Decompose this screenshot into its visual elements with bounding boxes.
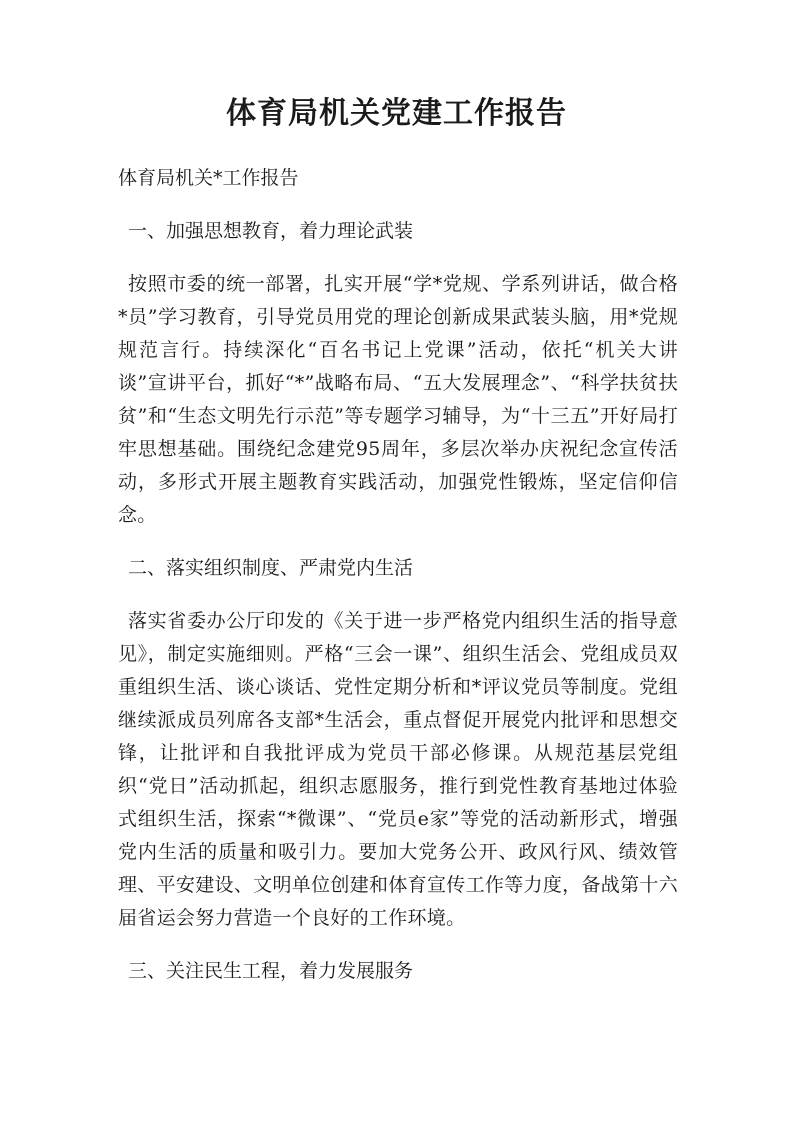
document-title: 体育局机关党建工作报告: [226, 96, 567, 131]
section-heading-3: 三、关注民生工程，着力发展服务: [128, 960, 414, 982]
document-body: [118, 162, 678, 1008]
document-subtitle: 体育局机关*工作报告: [118, 167, 299, 189]
section-heading-2: 二、落实组织制度、严肃党内生活: [128, 557, 414, 579]
section-heading-1: 一、加强思想教育，着力理论武装: [128, 220, 414, 242]
section-paragraph-2: 落实省委办公厅印发的《关于进一步严格党内组织生活的指导意见》，制定实施细则。严格“三会一课”、组织生活会、党组成员双重组织生活、谈心谈话、党性定期分析和*评议党员等制度。党组继续派成员列席各支部*生活会，重点督促开展党内批评和思想交锋，让批评和自我批评成为党员干部必修课。从规范基层党组织“党日”活动抓起，组织志愿服务，推行到党性教育基地过体验式组织生活，探索“*微课”、“党员e家”等党的活动新形式，增强党内生活的质量和吸引力。要加大党务公开、政风行风、绩效管理、平安建设、文明单位创建和体育宣传工作等力度，备战第十六届省运会努力营造一个良好的工作环境。: [118, 610, 678, 929]
section-paragraph-1: 按照市委的统一部署，扎实开展“学*党规、学系列讲话，做合格*员”学习教育，引导党员用党的理论创新成果武装头脑，用*党规规范言行。持续深化“百名书记上党课”活动，依托“机关大讲谈”宣讲平台，抓好“*”战略布局、“五大发展理念”、“科学扶贫扶贫”和“生态文明先行示范”等专题学习辅导，为“十三五”开好局打牢思想基础。围绕纪念建党95周年，多层次举办庆祝纪念宣传活动，多形式开展主题教育实践活动，加强党性锻炼，坚定信仰信念。: [118, 273, 678, 526]
